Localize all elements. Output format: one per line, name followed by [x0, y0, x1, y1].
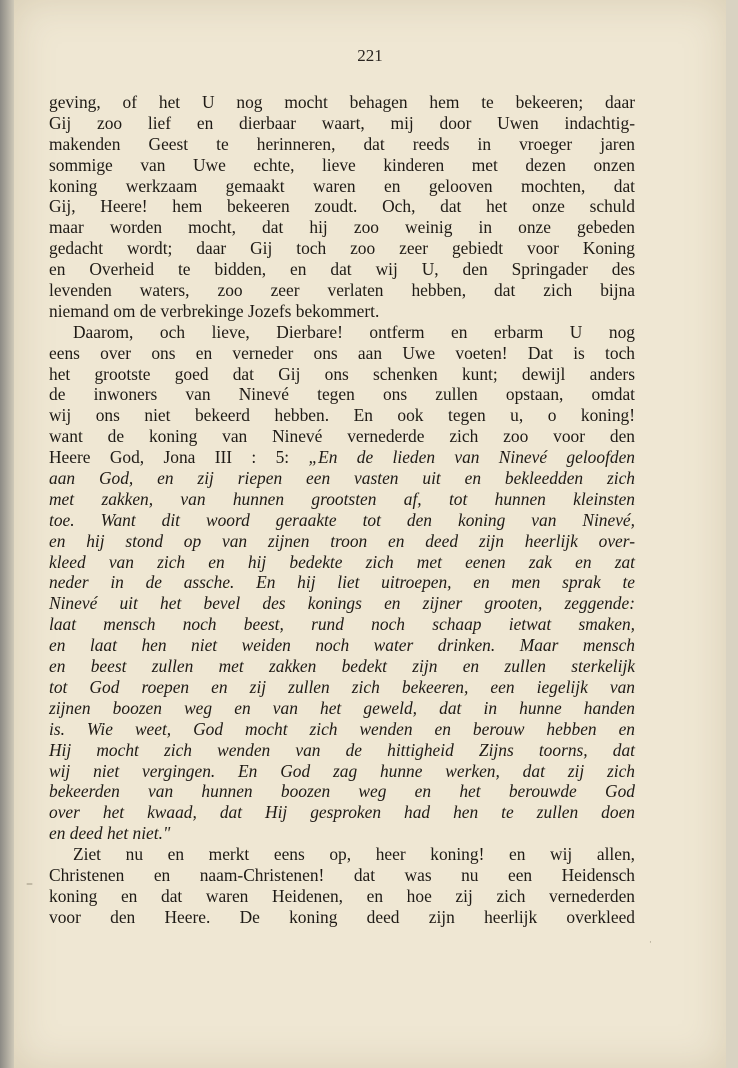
text-line: zijnen boozen weg en van het geweld, dat in hunne handen: [49, 697, 635, 718]
text-line: koning werkzaam gemaakt waren en gelooven mochten, dat: [49, 175, 635, 196]
text-line: koning en dat waren Heidenen, en hoe zij zich vernederden: [49, 885, 635, 906]
text-line: levenden waters, zoo zeer verlaten hebben, dat zich bijna: [49, 280, 635, 301]
text-line: [49, 447, 635, 468]
text-line: Ziet nu en merkt eens op, heer koning! en wij allen,: [73, 844, 635, 865]
text-line: tot God roepen en zij zullen zich bekeeren, een iegelijk van: [49, 676, 635, 697]
text-line: en deed het niet.": [49, 823, 171, 844]
margin-dot-mark: ·: [649, 938, 652, 948]
text-line: het grootste goed dat Gij ons schenken kunt; dewijl anders: [49, 363, 635, 384]
text-line: over het kwaad, dat Hij gesproken had hen te zullen doen: [49, 802, 635, 823]
text-line: sommige van Uwe echte, lieve kinderen met dezen onzen: [49, 154, 635, 175]
text-line: laat mensch noch beest, rund noch schaap ietwat smaken,: [49, 614, 635, 635]
text-line: Christenen en naam-Christenen! dat was nu een Heidensch: [49, 864, 635, 885]
text-line: en laat hen niet weiden noch water drinken. Maar mensch: [49, 635, 635, 656]
text-line: Ninevé uit het bevel des konings en zijner grooten, zeggende:: [49, 593, 635, 614]
text-line-roman: Heere God, Jona III : 5:: [49, 447, 309, 468]
margin-dash-mark: –: [26, 876, 33, 892]
text-line: geving, of het U nog mocht behagen hem te bekeeren; daar: [49, 92, 635, 112]
text-line: toe. Want dit woord geraakte tot den koning van Ninevé,: [49, 509, 635, 530]
page-gutter-shadow: [0, 0, 14, 1068]
text-line: makenden Geest te herinneren, dat reeds in vroeger jaren: [49, 133, 635, 154]
text-line: Gij, Heere! hem bekeeren zoudt. Och, dat het onze schuld: [49, 196, 635, 217]
page-number: 221: [357, 46, 383, 65]
text-line: neder in de assche. En hij liet uitroepen, en men sprak te: [49, 572, 635, 593]
text-line: de inwoners van Ninevé tegen ons zullen opstaan, omdat: [49, 384, 635, 405]
text-line: Gij zoo lief en dierbaar waart, mij door Uwen indachtig-: [49, 112, 635, 133]
text-line: Daarom, och lieve, Dierbare! ontferm en erbarm U nog: [73, 321, 635, 342]
text-line: aan God, en zij riepen een vasten uit en bekleedden zich: [49, 468, 635, 489]
text-line: wij niet vergingen. En God zag hunne werken, dat zij zich: [49, 760, 635, 781]
text-line: want de koning van Ninevé vernederde zich zoo voor den: [49, 426, 635, 447]
text-line: voor den Heere. De koning deed zijn heerlijk overkleed: [49, 906, 635, 927]
text-line-italic: „En de lieden van Ninevé geloofden: [308, 447, 636, 468]
text-line: en beest zullen met zakken bedekt zijn en zullen sterkelijk: [49, 656, 635, 677]
text-line: niemand om de verbrekinge Jozefs bekommert.: [49, 300, 380, 321]
text-line: bekeerden van hunnen boozen weg en het berouwde God: [49, 781, 635, 802]
text-line: en hij stond op van zijnen troon en deed zijn heerlijk over-: [49, 530, 635, 551]
text-line: is. Wie weet, God mocht zich wenden en berouw hebben en: [49, 718, 635, 739]
text-line: gedacht wordt; daar Gij toch zoo zeer gebiedt voor Koning: [49, 238, 635, 259]
text-line: maar worden mocht, dat hij zoo weinig in onze gebeden: [49, 217, 635, 238]
book-page: [14, 0, 726, 1068]
text-line: Hij mocht zich wenden van de hittigheid Zijns toorns, dat: [49, 739, 635, 760]
text-line: met zakken, van hunnen grootsten af, tot hunnen kleinsten: [49, 488, 635, 509]
body-text: [49, 92, 635, 928]
text-line: wij ons niet bekeerd hebben. En ook tegen u, o koning!: [49, 405, 635, 426]
text-line: en Overheid te bidden, en dat wij U, den Springader des: [49, 259, 635, 280]
text-line: kleed van zich en hij bedekte zich met eenen zak en zat: [49, 551, 635, 572]
text-line: eens over ons en verneder ons aan Uwe voeten! Dat is toch: [49, 342, 635, 363]
